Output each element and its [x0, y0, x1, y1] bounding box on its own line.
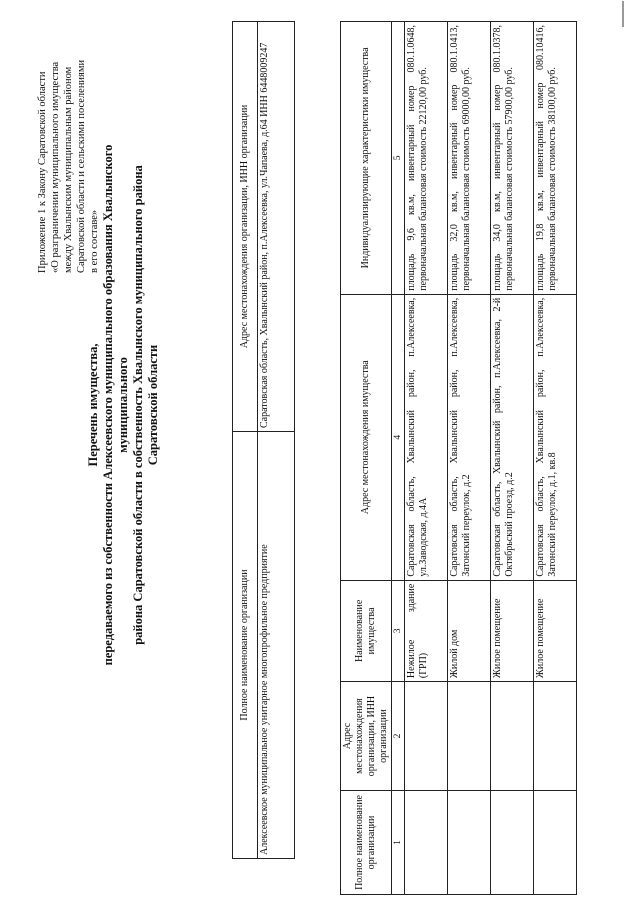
- header-org-address: Адрес местонахождения организации, ИНН организации: [233, 22, 258, 432]
- table-row: [258, 22, 295, 859]
- org-name-cell: Алексеевское муниципальное унитарное многопрофильное предприятие: [258, 432, 295, 859]
- scan-artifact-line: [622, 1, 624, 27]
- org-address-cell: Саратовская область, Хвалынский район, п.Алексеевка, ул.Чапаева, д.64 ИНН 6448009247: [258, 22, 295, 432]
- property-characteristics-cell: площадь 34,0 кв.м, инвентарный номер 080.1.0378, первоначальная балансовая стоимость 57900,00 руб.: [491, 22, 534, 295]
- organization-table: [232, 21, 295, 859]
- org-address-cell: [405, 682, 448, 791]
- appendix-line: Саратовской области и сельскими поселениями: [76, 59, 87, 273]
- property-address-cell: Саратовская область, Хвалынский район, п.Алексеевка, 2-й Октябрьский проезд, д.2: [491, 294, 534, 580]
- org-cell: [448, 790, 491, 894]
- property-name-cell: Жилое помещение: [534, 580, 577, 681]
- property-address-cell: Саратовская область, Хвалынский район, п.Алексеевка, Затонский переулок, д.2: [448, 294, 491, 580]
- appendix-line: «О разграничении муниципального имущества: [50, 61, 61, 273]
- org-cell: [491, 790, 534, 894]
- property-characteristics-cell: площадь 19,8 кв.м, инвентарный номер 080.10416, первоначальная балансовая стоимость 38100,00 руб.: [534, 22, 577, 295]
- table-row: [534, 22, 577, 895]
- property-address-cell: Саратовская область, Хвалынский район, п.Алексеевка, Затонский переулок, д.1, кв.8: [534, 294, 577, 580]
- org-address-cell: [448, 682, 491, 791]
- column-number: 1: [392, 790, 405, 894]
- header-col-1: Полное наименование организации: [341, 790, 392, 894]
- header-col-5: Индивидуализирующие характеристики имущества: [341, 22, 392, 295]
- property-name-cell: Жилое помещение: [491, 580, 534, 681]
- appendix-line: между Хвалынским муниципальным районом: [63, 66, 74, 273]
- header-col-3: Наименование имущества: [341, 580, 392, 681]
- org-cell: [405, 790, 448, 894]
- org-cell: [534, 790, 577, 894]
- property-name-cell: Жилой дом: [448, 580, 491, 681]
- property-characteristics-cell: площадь 32,0 кв.м, инвентарный номер 080.1.0413, первоначальная балансовая стоимость 69000,00 руб.: [448, 22, 491, 295]
- column-number: 5: [392, 22, 405, 295]
- table-header-row: [233, 22, 258, 859]
- appendix-line: Приложение 1 к Закону Саратовской области: [37, 71, 48, 273]
- table-header-row: [341, 22, 392, 895]
- title-line: Саратовской области: [146, 344, 160, 466]
- column-number: 2: [392, 682, 405, 791]
- property-characteristics-cell: площадь 9,6 кв.м, инвентарный номер 080.1.0648, первоначальная балансовая стоимость 22120,00 руб.: [405, 22, 448, 295]
- table-row: [448, 22, 491, 895]
- title-line: Перечень имущества,: [86, 343, 100, 467]
- header-col-4: Адрес местонахождения имущества: [341, 294, 392, 580]
- header-org-name: Полное наименование организации: [233, 432, 258, 859]
- column-number: 4: [392, 294, 405, 580]
- document-title: [86, 105, 161, 705]
- property-table: [340, 21, 577, 895]
- column-number: 3: [392, 580, 405, 681]
- table-row: [491, 22, 534, 895]
- org-address-cell: [534, 682, 577, 791]
- table-row: [405, 22, 448, 895]
- header-col-2: Адрес местонахождения организации, ИНН организации: [341, 682, 392, 791]
- property-address-cell: Саратовская область, Хвалынский район, п.Алексеевка, ул.Заводская, д.4А: [405, 294, 448, 580]
- property-name-cell: Нежилое здание (ГРП): [405, 580, 448, 681]
- title-line: передаваемого из собственности Алексеевского муниципального образования Хвалынского муниципального: [101, 144, 130, 666]
- appendix-line: в его составе»: [89, 209, 100, 273]
- title-line: района Саратовской области в собственность Хвалынского муниципального района: [131, 165, 145, 645]
- org-address-cell: [491, 682, 534, 791]
- column-number-row: [392, 22, 405, 895]
